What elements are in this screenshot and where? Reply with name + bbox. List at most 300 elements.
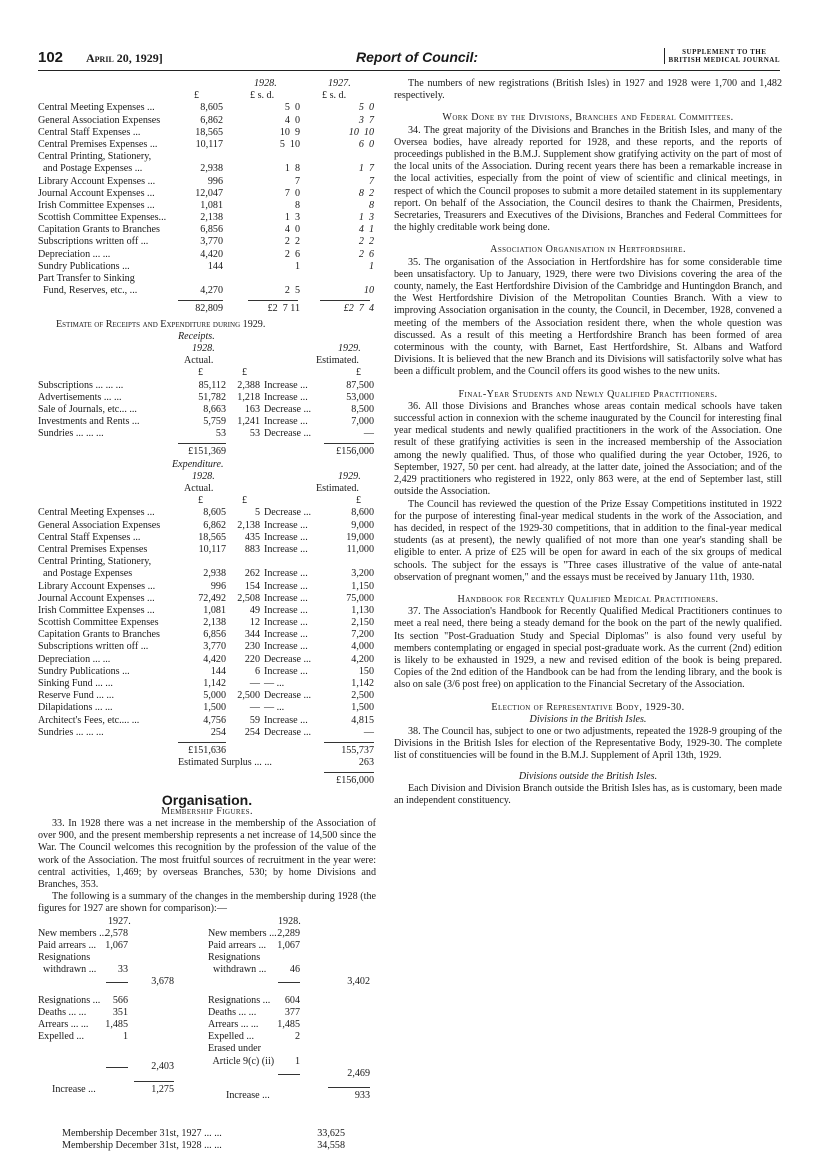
estimated-expenditure-rows — [38, 507, 376, 739]
table-cell: 10 9 — [279, 126, 300, 138]
table-row — [38, 285, 376, 297]
table-cell: 46 — [289, 964, 300, 976]
table-cell: 351 — [112, 1006, 128, 1018]
table-cell: Increase ... — [264, 391, 308, 403]
table-cell: Scottish Committee Expenses — [38, 617, 159, 629]
table-cell: 254 — [244, 726, 260, 738]
table-cell: 2,138 — [203, 617, 226, 629]
table-cell: 1,081 — [203, 604, 226, 616]
table-row — [38, 593, 376, 605]
supplement-label: SUPPLEMENT TO THE BRITISH MEDICAL JOURNAL — [664, 48, 780, 64]
table-cell: New members ... — [208, 927, 277, 939]
table-cell: 5,759 — [203, 416, 226, 428]
table-cell: 4,200 — [351, 653, 374, 665]
table-cell: 1,067 — [277, 939, 300, 951]
table-row — [38, 224, 376, 236]
table-cell: Increase ... — [264, 592, 308, 604]
table-cell: 8,500 — [351, 403, 374, 415]
table-row — [38, 261, 376, 273]
paragraph-36b: The Council has reviewed the question of the Prize Essay Competitions instituted in 1922 for the purpose of interesting final-year medical students in the work of the Association, and has decided, in respect of the 1929-30 competitions, that in addition to the final-year medical students (as at present), the newly qualified of not more than one year's standing shall be eligible to enter. A prize of £25 will be open for award in each of the six groups of medical schools. The subject for the essays is "Three cases illustrative of the value of ante-natal observation of pregnant women," and the essays must be received by January 11th, 1930. — [394, 498, 782, 583]
list-item — [38, 964, 203, 976]
table-cell: Capitation Grants to Branches — [38, 629, 160, 641]
paragraph-35: 35. The organisation of the Association in Hertfordshire has for some considerable time been unsatisfactory. Up to January, 1929, there were two Divisions covering the area of the county, namely, the East Hertfordshire Division of the Cambridge and Huntingdon Branch, and the West Hertfordshire Division of the Metropolitan Counties Branch. With a view to improving Association organisation in the county, the Council, in December, 1928, convened a meeting of the members of the Association resident there, when the whole question was discussed. As a result of this meeting a Hertfordshire Branch has been formed of area coterminous with the county, with Barnet, East Hertfordshire, St. Albans and Watford Divisions. It is believed that the new Branch and its Divisions will satisfactorily solve what has been a difficult problem, and the Council offers its good wishes to the new units. — [394, 256, 782, 378]
table-row — [38, 702, 376, 714]
expenditure-total-estimate: £151,636 155,737 — [188, 744, 374, 756]
table-cell: 2,150 — [351, 617, 374, 629]
table-cell: 230 — [244, 641, 260, 653]
table-row — [38, 568, 376, 580]
table-cell: 8,663 — [203, 403, 226, 415]
table-cell: Sinking Fund ... ... — [38, 678, 113, 689]
table-cell: Subscriptions written off ... — [38, 641, 149, 653]
table-cell: Increase ... — [264, 629, 308, 641]
table-cell: 12 — [249, 617, 260, 629]
table-row — [38, 641, 376, 653]
table-cell: 49 — [249, 604, 260, 616]
table-cell: Deaths ... ... — [208, 1006, 257, 1018]
table-cell: Central Meeting Expenses ... — [38, 102, 155, 114]
table-cell: 4,420 — [203, 653, 226, 665]
election-heading: Election of Representative Body, 1929-30. — [491, 701, 685, 713]
table-cell: 6 0 — [358, 138, 374, 150]
table-cell: 1,241 — [237, 416, 260, 428]
table-cell: 1 — [368, 260, 374, 272]
table-cell: 85,112 — [198, 379, 226, 391]
table-cell: Increase ... — [264, 580, 308, 592]
table-cell: 4 0 — [284, 224, 300, 236]
table-cell: Depreciation ... ... — [38, 248, 111, 260]
table-cell: 4,756 — [203, 714, 226, 726]
table-cell: Capitation Grants to Branches — [38, 224, 160, 236]
list-item — [38, 952, 203, 964]
table-cell: 8,605 — [203, 507, 226, 519]
table-row — [38, 629, 376, 641]
table-cell: 154 — [244, 580, 260, 592]
paragraph-38: 38. The Council has, subject to one or two adjustments, repeated the 1928-9 grouping of the Divisions in the British Isles for election of the Representative Body, 1929-30. The complete list of constituencies will be found in the B.M.J. Supplement of April 13th, 1929. — [394, 725, 782, 762]
table-cell: 53 — [215, 428, 226, 440]
table-cell: 4 0 — [284, 114, 300, 126]
table-cell: 2 5 — [284, 285, 300, 297]
table-cell: Sundries ... ... ... — [38, 726, 104, 738]
table-cell: — — [249, 678, 260, 689]
list-item — [208, 1019, 378, 1031]
membership-1927: 1927. New members ... 2,578 Paid arrears ... 1,067 Resignations withdrawn ... 33 3,678 Resignations ... 566 Deaths ... ... 351 Arrears ... ... 1,485 Expelled ... 1 2,403 Increase ... 1,275 — [38, 916, 203, 1096]
organisation-heading: Organisation. — [161, 791, 253, 808]
table-row — [38, 416, 376, 428]
membership-table — [38, 916, 376, 1128]
table-cell: Decrease ... — [264, 726, 312, 738]
table-cell: Library Account Expenses ... — [38, 175, 156, 187]
list-item — [208, 1031, 378, 1043]
receipts-total: £151,369 £156,000 — [188, 446, 374, 458]
table-cell: 1,067 — [105, 939, 128, 951]
table-cell: Arrears ... ... — [208, 1019, 259, 1031]
table-cell: Increase ... — [264, 604, 308, 616]
table-row — [38, 249, 376, 261]
estimate-title: Estimate of Receipts and Expenditure during 1929. — [56, 318, 266, 330]
page-header — [38, 48, 780, 71]
table-cell: General Association Expenses — [38, 519, 161, 531]
list-item — [208, 1043, 378, 1055]
table-cell: — ... — [264, 678, 285, 689]
table-row — [38, 236, 376, 248]
table-cell: 18,565 — [195, 126, 223, 138]
table-cell: Decrease ... — [264, 507, 312, 519]
table-cell: Paid arrears ... — [208, 939, 267, 951]
issue-date: April 20, 1929] — [86, 51, 163, 65]
table-cell: Reserve Fund ... ... — [38, 690, 114, 702]
table-row — [38, 605, 376, 617]
table-cell: Advertisements ... ... — [38, 391, 122, 403]
table-cell: 2 6 — [284, 248, 300, 260]
table-cell: Decrease ... — [264, 690, 312, 702]
list-item — [38, 940, 203, 952]
table-cell: 6,862 — [200, 114, 223, 126]
table-cell: 10,117 — [198, 543, 226, 555]
table-row — [38, 556, 376, 568]
table-row — [38, 127, 376, 139]
table-cell: Deaths ... ... — [38, 1006, 87, 1018]
table-cell: 7 0 — [284, 187, 300, 199]
outside-heading: Divisions outside the British Isles. — [518, 770, 658, 782]
table-cell: 9,000 — [351, 519, 374, 531]
table-row — [38, 380, 376, 392]
table-cell: 144 — [207, 260, 223, 272]
table-cell: 5,000 — [203, 690, 226, 702]
table-row — [38, 715, 376, 727]
table-cell: Architect's Fees, etc.... ... — [38, 714, 140, 726]
table-cell: Journal Account Expenses ... — [38, 592, 155, 604]
table-cell: Central Staff Expenses ... — [38, 531, 141, 543]
list-item — [38, 995, 203, 1007]
table-cell: Resignations — [208, 952, 261, 964]
table-cell: 2,500 — [351, 690, 374, 702]
divisions-heading: Work Done by the Divisions, Branches and Federal Committees. — [442, 112, 734, 124]
table-cell: 8 — [294, 199, 300, 211]
paragraph-34: 34. The great majority of the Divisions and Branches in the British Isles, and many of the Oversea bodies, have already reported for 1928, and these reports, and the reports of proceedings published in the B.M.J. Supplement show gratifying activity on the part of most of the local units of the Association. During recent years there has been a remarkable increase in the local activities, especially from the point of view of scientific and clinical meetings, in respect of which the Council proposes to submit a more detailed statement in its supplementary report. On behalf of the Association, the Council desires to thank the Chairmen, Presidents, Secretaries, Treasurers and Executives of the Divisions, Branches and Federal Committees for the highly creditable work being done. — [394, 124, 782, 234]
table-row — [38, 520, 376, 532]
registrations-paragraph: The numbers of new registrations (British Isles) in 1927 and 1928 were 1,700 and 1,482 respectively. — [394, 78, 782, 102]
table-cell: Increase ... — [264, 641, 308, 653]
list-item — [208, 1056, 378, 1068]
table-cell: and Postage Expenses — [38, 568, 133, 580]
table-cell: 8 2 — [358, 187, 374, 199]
table-cell: 12,047 — [195, 187, 223, 199]
table-cell: withdrawn ... — [208, 964, 267, 976]
table-cell: Central Staff Expenses ... — [38, 126, 141, 138]
table-cell: and Postage Expenses ... — [38, 163, 143, 175]
table-cell: General Association Expenses — [38, 114, 161, 126]
table-cell: 254 — [210, 726, 226, 738]
table-cell: 3 7 — [358, 114, 374, 126]
table-cell: 3,200 — [351, 568, 374, 580]
table-cell: 1 — [294, 260, 300, 272]
table-row — [38, 273, 376, 285]
list-item — [208, 1007, 378, 1019]
table-cell: Central Printing, Stationery, — [38, 556, 152, 568]
table-cell: 2 2 — [284, 236, 300, 248]
table-cell: Article 9(c) (ii) — [208, 1055, 275, 1067]
table-cell: Arrears ... ... — [38, 1019, 89, 1031]
table-cell: Sundry Publications ... — [38, 665, 130, 677]
table-row — [38, 151, 376, 163]
table-cell: 75,000 — [346, 592, 374, 604]
final-year-heading: Final-Year Students and Newly Qualified Practitioners. — [458, 388, 718, 400]
table-row — [38, 176, 376, 188]
table-cell: 7 — [368, 175, 374, 187]
table-cell: 72,492 — [198, 592, 226, 604]
table-cell: 5 0 — [284, 102, 300, 114]
table-cell: 5 0 — [358, 102, 374, 114]
table-cell: Increase ... — [264, 714, 308, 726]
table-cell: Part Transfer to Sinking — [38, 273, 135, 284]
table-cell: 4,000 — [351, 641, 374, 653]
table-cell: 6,862 — [203, 519, 226, 531]
table-row — [38, 617, 376, 629]
table-cell: 5 — [254, 507, 260, 519]
paragraph-outside: Each Division and Division Branch outside the British Isles has, as is customary, been made an independent constituency. — [394, 782, 782, 806]
list-item — [208, 940, 378, 952]
table-cell: — — [363, 726, 374, 738]
receipts-rows — [38, 380, 376, 441]
table-cell: Erased under — [208, 1043, 261, 1055]
table-cell: 11,000 — [346, 543, 374, 555]
table-cell: 10,117 — [195, 138, 223, 150]
table-cell: 144 — [210, 665, 226, 677]
table-cell: Scottish Committee Expenses... — [38, 212, 167, 224]
table-cell: 2,938 — [203, 568, 226, 580]
expenditure-rows — [38, 102, 376, 297]
table-row — [38, 392, 376, 404]
table-cell: Central Meeting Expenses ... — [38, 507, 155, 519]
running-title: Report of Council: — [356, 49, 479, 65]
table-cell: 163 — [244, 403, 260, 415]
table-cell: Increase ... — [264, 416, 308, 428]
table-cell: 150 — [358, 665, 374, 677]
table-row — [38, 115, 376, 127]
table-cell: 2,500 — [237, 690, 260, 702]
table-cell: Investments and Rents ... — [38, 416, 140, 428]
table-cell: Increase ... — [264, 379, 308, 391]
table-cell: 10 10 — [348, 126, 374, 138]
table-cell: 1 7 — [358, 163, 374, 175]
table-cell: 344 — [244, 629, 260, 641]
table-cell: 59 — [249, 714, 260, 726]
table-cell: Sundries ... ... ... — [38, 428, 104, 440]
table-cell: Subscriptions written off ... — [38, 236, 149, 248]
election-subheading: Divisions in the British Isles. — [529, 713, 647, 725]
table-cell: 5 10 — [279, 138, 300, 150]
table-cell: Increase ... — [264, 665, 308, 677]
table-cell: Irish Committee Expenses ... — [38, 604, 155, 616]
table-cell: Central Premises Expenses — [38, 543, 148, 555]
table-cell: — — [249, 702, 260, 714]
table-row — [38, 188, 376, 200]
table-cell: Decrease ... — [264, 428, 312, 440]
table-cell: 1,500 — [351, 702, 374, 714]
table-cell: — ... — [264, 702, 285, 714]
list-item — [208, 964, 378, 976]
table-cell: Journal Account Expenses ... — [38, 187, 155, 199]
list-item — [38, 1031, 203, 1043]
table-cell: 1,142 — [203, 678, 226, 689]
list-item — [38, 928, 203, 940]
table-row — [38, 507, 376, 519]
table-cell: Resignations ... — [38, 994, 101, 1006]
table-cell: 6,856 — [203, 629, 226, 641]
table-row — [38, 532, 376, 544]
table-cell: 6,856 — [200, 224, 223, 236]
table-cell: 2,289 — [277, 927, 300, 939]
table-cell: Expelled ... — [38, 1031, 84, 1043]
table-row — [38, 102, 376, 114]
table-cell: 883 — [244, 543, 260, 555]
table-cell: 7,200 — [351, 629, 374, 641]
table-cell: Depreciation ... ... — [38, 653, 111, 665]
table-cell: 604 — [284, 994, 300, 1006]
table-cell: Expelled ... — [208, 1031, 254, 1043]
table-row — [38, 581, 376, 593]
table-cell: 1 — [294, 1055, 300, 1067]
table-row — [38, 690, 376, 702]
membership-1928: 1928. New members ... 2,289 Paid arrears ... 1,067 Resignations withdrawn ... 46 3,402 Resignations ... 604 Deaths ... ... 377 Arrears ... ... 1,485 Expelled ... 2 Erased under Article 9(c) (ii) 1 2,469 Increase ... 933 — [208, 916, 378, 1103]
table-row — [38, 139, 376, 151]
table-cell: 53 — [249, 428, 260, 440]
table-cell: 87,500 — [346, 379, 374, 391]
paragraph-summary: The following is a summary of the changes in the membership during 1928 (the figures for 1927 are shown for comparison):— — [38, 891, 376, 915]
table-cell: 1 8 — [284, 163, 300, 175]
table-cell: Increase ... — [264, 617, 308, 629]
right-column — [394, 78, 782, 807]
table-cell: 51,782 — [198, 391, 226, 403]
table-row — [38, 163, 376, 175]
table-cell: 220 — [244, 653, 260, 665]
list-item — [38, 1019, 203, 1031]
list-item — [208, 928, 378, 940]
table-cell: 19,000 — [346, 531, 374, 543]
paragraph-36: 36. All those Divisions and Branches whose areas contain medical schools have taken successful action in connexion with the scheme inaugurated by the Council for interesting final year medical students and newly qualified practitioners in the work of the Association. One result of these gratifying activities is seen in the increased membership of the Association among the newly qualified. Thus, of those who qualified during the year October, 1926, to September, 1927, 50 per cent. had already, at the latter date, joined the Association; and of the 2,429 practitioners who registered in 1922, only 863 were, at the end of September last, still outside the Association. — [394, 400, 782, 498]
table-cell: 2 6 — [358, 248, 374, 260]
paragraph-37: 37. The Association's Handbook for Recently Qualified Medical Practitioners continues to meet a real need, there being a steady demand for the book on the part of the newly qualified. Its section "Post-Graduation Study and Special Diplomas" is also found very useful by members contemplating or engaged in special post-graduate work. As the current (2nd) edition is likely to be exhausted in 1929, a new and revised edition of the book is being prepared. Copies of the 2nd edition of the Handbook can be had from the lending library, and the book is also on sale (3/6 post free) on application to the Financial Secretary of the Association. — [394, 606, 782, 691]
table-row — [38, 654, 376, 666]
table-cell: 4,420 — [200, 248, 223, 260]
table-row — [38, 666, 376, 678]
table-cell: 1,081 — [200, 199, 223, 211]
table-row — [38, 678, 376, 690]
table-row — [38, 428, 376, 440]
table-cell: withdrawn ... — [38, 964, 97, 976]
table-cell: — — [363, 428, 374, 440]
table-cell: Resignations — [38, 952, 91, 964]
table-cell: 8,600 — [351, 507, 374, 519]
list-item — [38, 1007, 203, 1019]
table-cell: 8,605 — [200, 102, 223, 114]
table-cell: Sale of Journals, etc... ... — [38, 403, 137, 415]
table-cell: Paid arrears ... — [38, 939, 97, 951]
list-item — [208, 995, 378, 1007]
table-cell: 1,485 — [277, 1019, 300, 1031]
table-cell: New members ... — [38, 927, 107, 939]
table-cell: 1,142 — [351, 678, 374, 689]
table-cell: 566 — [112, 994, 128, 1006]
table-cell: Subscriptions ... ... ... — [38, 379, 124, 391]
table-cell: 1,150 — [351, 580, 374, 592]
table-cell: Increase ... — [264, 531, 308, 543]
table-cell: 1,130 — [351, 604, 374, 616]
hertfordshire-heading: Association Organisation in Hertfordshire. — [490, 244, 686, 256]
table-cell: Decrease ... — [264, 653, 312, 665]
table-cell: Fund, Reserves, etc., ... — [38, 285, 138, 297]
table-row — [38, 544, 376, 556]
table-cell: 3,770 — [200, 236, 223, 248]
table-cell: Increase ... — [264, 568, 308, 580]
table-cell: Dilapidations ... ... — [38, 702, 113, 714]
table-cell: 1 3 — [284, 212, 300, 224]
table-cell: 4,270 — [200, 285, 223, 297]
table-cell: 2 2 — [358, 236, 374, 248]
table-cell: 262 — [244, 568, 260, 580]
paragraph-33: 33. In 1928 there was a net increase in the membership of the Association of over 900, and the present membership represents a net increase of 14,500 since the War. The Council welcomes this recognition by the profession of the value of the work of the Association. The most fruitful sources of recruitment in the year were: central activities, 1,469; by overseas Branches, 530; by home Divisions and Branches, 353. — [38, 817, 376, 890]
membership-subheading: Membership Figures. — [161, 805, 253, 817]
table-row — [38, 404, 376, 416]
table-cell: 4,815 — [351, 714, 374, 726]
table-cell: 1,485 — [105, 1019, 128, 1031]
table-cell: 377 — [284, 1006, 300, 1018]
table-cell: 1,218 — [237, 391, 260, 403]
table-cell: 2,388 — [237, 379, 260, 391]
handbook-heading: Handbook for Recently Qualified Medical Practitioners. — [457, 593, 719, 605]
table-cell: Central Printing, Stationery, — [38, 151, 152, 163]
table-cell: 996 — [207, 175, 223, 187]
table-cell: 33 — [117, 964, 128, 976]
table-cell: 10 — [363, 285, 374, 297]
table-cell: Resignations ... — [208, 994, 271, 1006]
left-column: 1928. 1927. £ £ s. d. £ s. d. Central Meeting Expenses ... 8,605 5 0 5 0 General Association Expenses 6,862 4 0 3 7 Central Staff Expenses ... 18,565 10 9 10 10 Central Premises Expenses ... 10,117 5 10 6 0 Central Printing, Stationery, and Postage Expenses ... 2,938 1 8 1 7 Library Account Expenses ... 996 7 7 Journal Account Expenses ... 12,047 7 0 8 2 Irish Committee Expenses ... 1,081 8 8 Scottish Committee Expenses... 2,138 1 3 1 3 Capitation Grants to Branches 6,856 4 0 4 1 Subscriptions written off ... 3,770 2 2 2 2 Depreciation ... ... 4,420 2 6 2 6 Sundry Publications ... 144 1 1 Part Transfer to Sinking Fund, Reserves, etc., ... 4,270 2 5 10 82,809 £2 7 11 £2 7 4 Estimate of Receipts and Expenditure during 1929. Receipts. 1928. 1929. Actual. Estimated. £ £ £ Subscriptions ... ... ... 85,112 2,388 Increase ... 87,500 Advertisements ... ... 51,782 1,218 Increase ... 53,000 Sale of Journals, etc... ... 8,663 163 Decrease ... 8,500 Investments and Rents ... 5,759 1,241 Increase ... 7,000 Sundries ... ... ... 53 53 Decrease ... — £151,369 £156,000 Expenditure. 1928. 1929. Actual. Estimated. £ £ £ Central Meeting Expenses ... 8,605 5 Decrease ... 8,600 General Association Expenses 6,862 2,138 Increase ... 9,000 Central Staff Expenses ... 18,565 435 Increase ... 19,000 Central Premises Expenses 10,117 883 Increase ... 11,000 Central Printing, Stationery, and Postage Expenses 2,938 262 Increase ... 3,200 Library Account Expenses ... 996 154 Increase ... 1,150 Journal Account Expenses ... 72,492 2,508 Increase ... 75,000 Irish Committee Expenses ... 1,081 49 Increase ... 1,130 Scottish Committee Expenses 2,138 12 Increase ... 2,150 Capitation Grants to Branches 6,856 344 Increase ... 7,200 Subscriptions written off ... 3,770 230 Increase ... 4,000 Depreciation ... ... 4,420 220 Decrease ... 4,200 Sundry Publications ... 144 6 Increase ... 150 Sinking Fund ... ... 1,142 — — ... 1,142 Reserve Fund ... ... 5,000 2,500 Decrease ... 2,500 Dilapidations ... ... 1,500 — — ... 1,500 Architect's Fees, etc.... ... 4,756 59 Increase ... 4,815 Sundries ... ... ... 254 254 Decrease ... — £151,636 155,737 Estimated Surplus ... ... 263 £156,000 Organisation. Membership Figures. 33. In 1928 there was a net increase in the membership of the Association of over 900, and the present membership represents a net increase of 14,500 since the War. The Council welcomes this recognition by the profession of the value of the work of the Association. The most fruitful sources of recruitment in the year were: central activities, 1,469; by overseas Branches, 530; by home Divisions and Branches, 353. The following is a summary of the changes in the membership during 1928 (the figures for 1927 are shown for comparison):— 1927. New members ... 2,578 Paid arrears ... 1,067 Resignations withdrawn ... 33 3,678 Resignations ... 566 Deaths ... ... 351 Arrears ... ... 1,485 Expelled ... 1 2,403 Increase ... 1,275 1928. New members ... 2,289 Paid arrears ... 1,067 Resignations withdrawn ... 46 3,402 Resignations ... 604 Deaths ... ... 377 Arrears ... ... 1,485 Expelled ... 2 Erased under Article 9(c) (ii) 1 2,469 Increase ... 933 Membership December 31st, 1927 ... ... 33,625 Membership December 31st, 1928 ... ... 34,558 — [38, 78, 376, 1151]
table-cell: 435 — [244, 531, 260, 543]
table-cell: 18,565 — [198, 531, 226, 543]
estimated-surplus: Estimated Surplus ... ... 263 — [178, 757, 374, 769]
table-cell: Increase ... — [264, 519, 308, 531]
table-cell: 8 — [368, 199, 374, 211]
table-cell: 1,500 — [203, 702, 226, 714]
table-cell: Increase ... — [264, 543, 308, 555]
page-number: 102 — [38, 49, 64, 66]
table-cell: Sundry Publications ... — [38, 260, 130, 272]
membership-1928-total: Membership December 31st, 1928 ... ... 34,558 — [62, 1139, 345, 1151]
table-cell: 2,138 — [200, 212, 223, 224]
table-row — [38, 212, 376, 224]
table-cell: 7,000 — [351, 416, 374, 428]
expenditure-units: £ £ s. d. £ s. d. — [194, 90, 347, 102]
table-cell: 2,138 — [237, 519, 260, 531]
table-cell: 6 — [254, 665, 260, 677]
table-cell: 2,508 — [237, 592, 260, 604]
expenditure-total: 82,809 £2 7 11 £2 7 4 — [195, 303, 374, 315]
list-item — [208, 952, 378, 964]
table-cell: Irish Committee Expenses ... — [38, 199, 155, 211]
table-cell: 2 — [294, 1031, 300, 1043]
table-row — [38, 200, 376, 212]
table-cell: 4 1 — [358, 224, 374, 236]
table-cell: 7 — [294, 175, 300, 187]
table-cell: 3,770 — [203, 641, 226, 653]
table-cell: 2,938 — [200, 163, 223, 175]
table-cell: 1 3 — [358, 212, 374, 224]
table-cell: Library Account Expenses ... — [38, 580, 156, 592]
table-cell: 53,000 — [346, 391, 374, 403]
table-cell: Central Premises Expenses ... — [38, 138, 158, 150]
table-cell: 2,578 — [105, 927, 128, 939]
